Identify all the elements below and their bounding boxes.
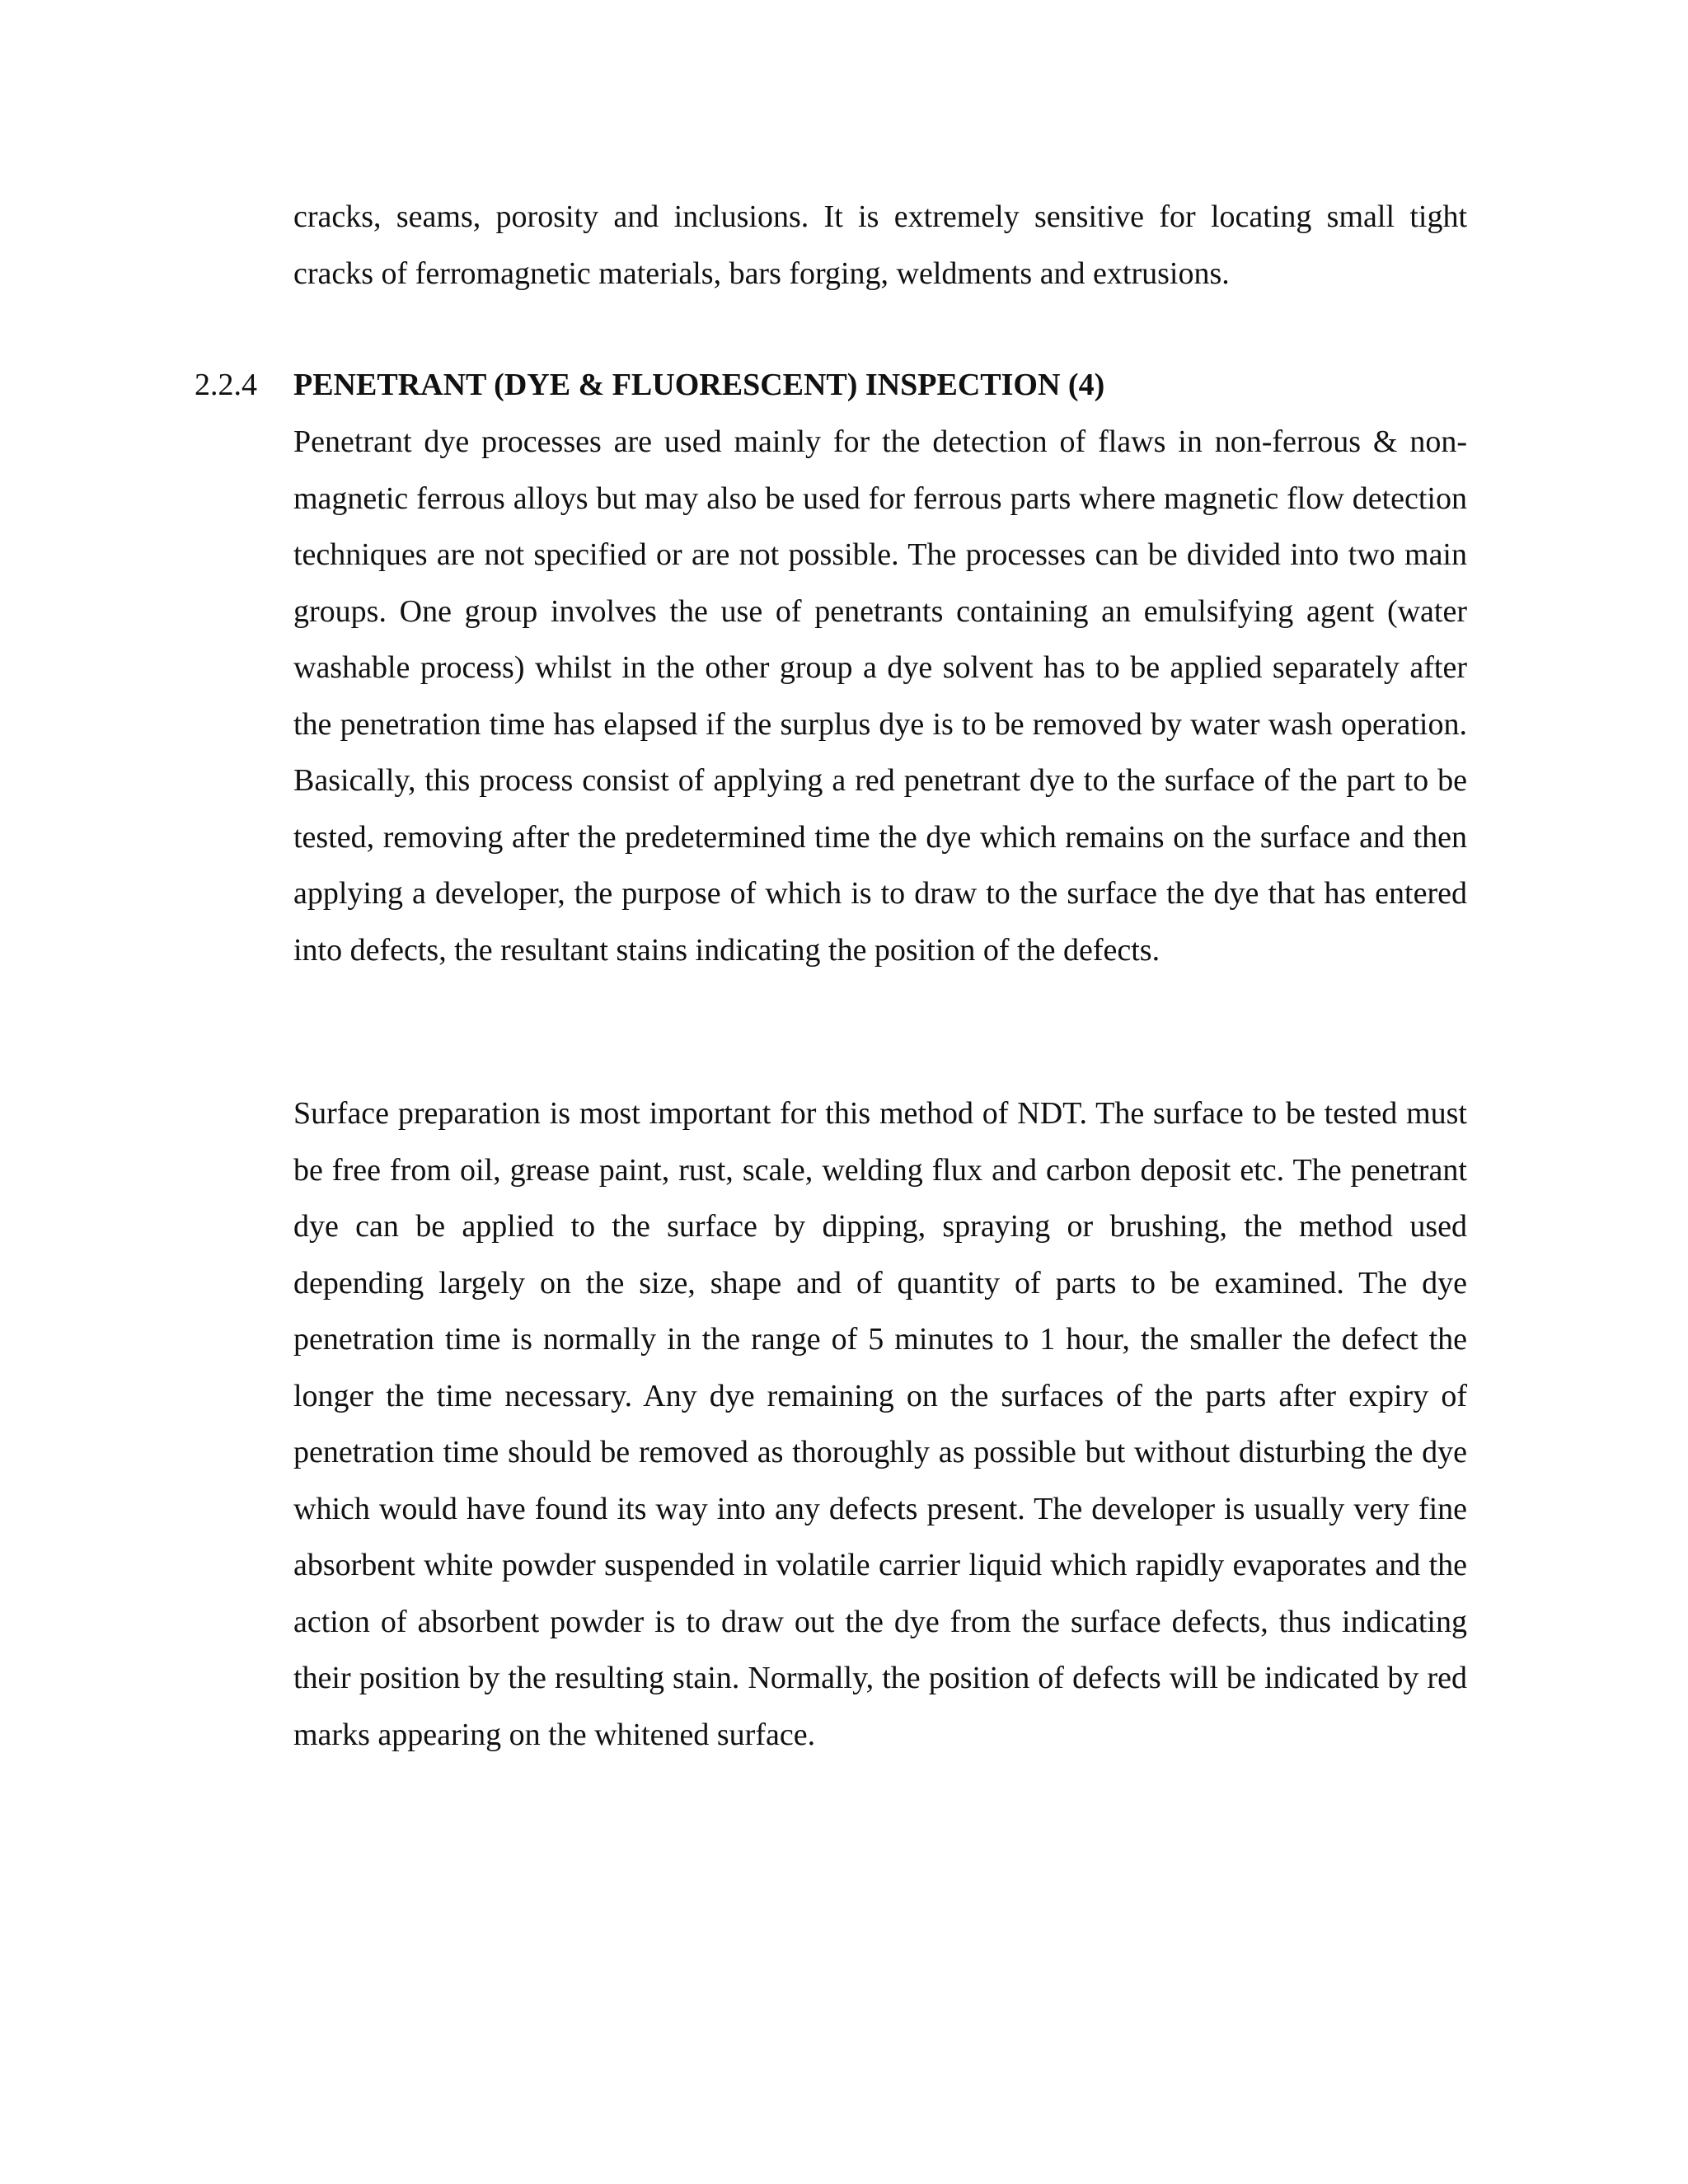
section-number: 2.2.4: [195, 368, 257, 402]
paragraph-surface-preparation: Surface preparation is most important for this method of NDT. The surface to be tested must be free from oil, grease paint, rust, scale, welding flux and carbon deposit etc. The penetrant dye can be applied to the surface by dipping, spraying or brushing, the method used depending largely on the size, shape and of quantity of parts to be examined. The dye penetration time is normally in the range of 5 minutes to 1 hour, the smaller the defect the longer the time necessary. Any dye remaining on the surfaces of the parts after expiry of penetration time should be removed as thoroughly as possible but without disturbing the dye which would have found its way into any defects present. The developer is usually very fine absorbent white powder suspended in volatile carrier liquid which rapidly evaporates and the action of absorbent powder is to draw out the dye from the surface defects, thus indicating their position by the resulting stain. Normally, the position of defects will be indicated by red marks appearing on the whitened surface.: [293, 1096, 1467, 1752]
section-heading: PENETRANT (DYE & FLUORESCENT) INSPECTION (4): [293, 368, 1105, 402]
intro-paragraph: cracks, seams, porosity and inclusions. It is extremely sensitive for locating small tight cracks of ferromagnetic materials, bars forging, weldments and extrusions.: [293, 199, 1467, 291]
paragraph-penetrant-processes: Penetrant dye processes are used mainly for the detection of flaws in non-ferrous & non-magnetic ferrous alloys but may also be used for ferrous parts where magnetic flow detection techniques are not specified or are not possible. The processes can be divided into two main groups. One group involves the use of penetrants containing an emulsifying agent (water washable process) whilst in the other group a dye solvent has to be applied separately after the penetration time has elapsed if the surplus dye is to be removed by water wash operation. Basically, this process consist of applying a red penetrant dye to the surface of the part to be tested, removing after the predetermined time the dye which remains on the surface and then applying a developer, the purpose of which is to draw to the surface the dye that has entered into defects, the resultant stains indicating the position of the defects.: [293, 424, 1467, 968]
